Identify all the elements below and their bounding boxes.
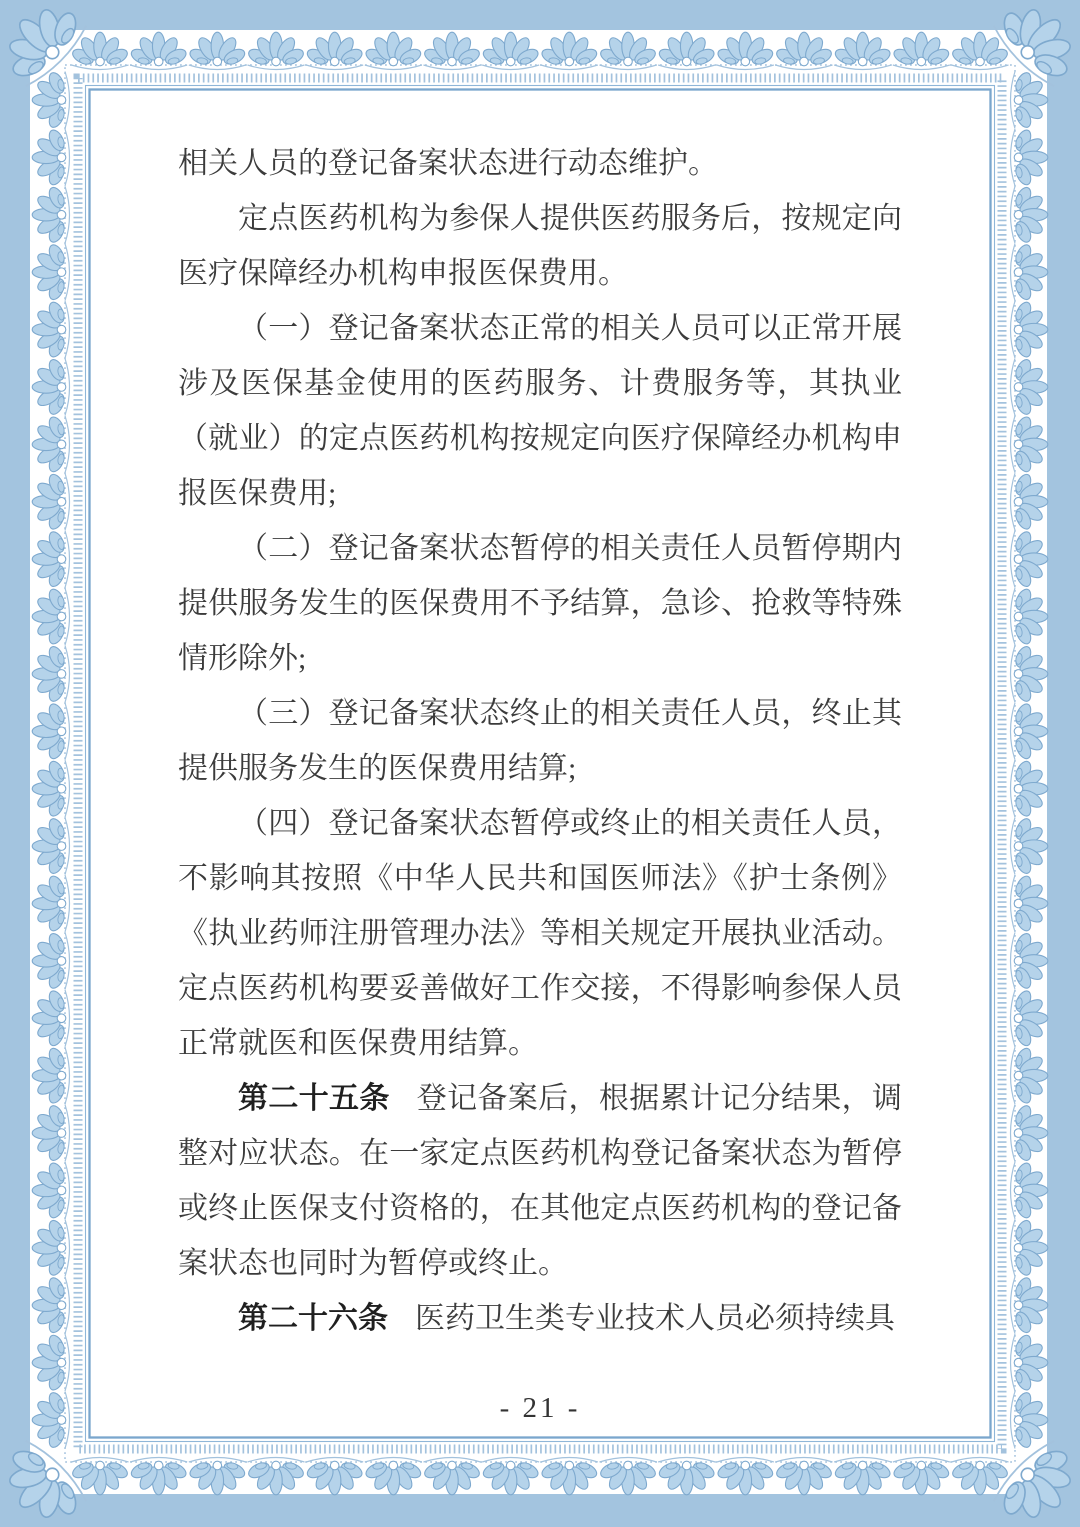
paragraph-text: （一）登记备案状态正常的相关人员可以正常开展涉及医保基金使用的医药服务、计费服务等，其执业（就业）的定点医药机构按规定向医疗保障经办机构申报医保费用; [178, 312, 902, 510]
paragraph [178, 301, 902, 521]
paragraph-text: 医药卫生类专业技术人员必须持续具 [415, 1302, 895, 1335]
article-number: 第二十六条 [238, 1302, 388, 1335]
paragraph-text: （三）登记备案状态终止的相关责任人员，终止其提供服务发生的医保费用结算; [178, 697, 902, 785]
page-number: - 21 - [499, 1392, 581, 1424]
paragraph-text: （二）登记备案状态暂停的相关责任人员暂停期内提供服务发生的医保费用不予结算，急诊、抢救等特殊情形除外; [178, 532, 902, 675]
paragraph [178, 796, 902, 1071]
paragraph-text: 定点医药机构为参保人提供医药服务后，按规定向医疗保障经办机构申报医保费用。 [178, 202, 902, 290]
paragraph-text: （四）登记备案状态暂停或终止的相关责任人员，不影响其按照《中华人民共和国医师法》《护士条例》《执业药师注册管理办法》等相关规定开展执业活动。定点医药机构要妥善做好工作交接，不得影响参保人员正常就医和医保费用结算。 [178, 807, 902, 1060]
paragraph-text: 相关人员的登记备案状态进行动态维护。 [178, 147, 718, 180]
page-content [92, 92, 988, 1435]
paragraph-text: 登记备案后，根据累计记分结果，调整对应状态。在一家定点医药机构登记备案状态为暂停或终止医保支付资格的，在其他定点医药机构的登记备案状态也同时为暂停或终止。 [178, 1082, 902, 1280]
article-number: 第二十五条 [238, 1082, 390, 1115]
paragraph [178, 1291, 902, 1346]
paragraph [178, 136, 902, 191]
paragraph [178, 1071, 902, 1291]
body-text [178, 136, 902, 1346]
paragraph [178, 686, 902, 796]
paragraph [178, 191, 902, 301]
paragraph [178, 521, 902, 686]
